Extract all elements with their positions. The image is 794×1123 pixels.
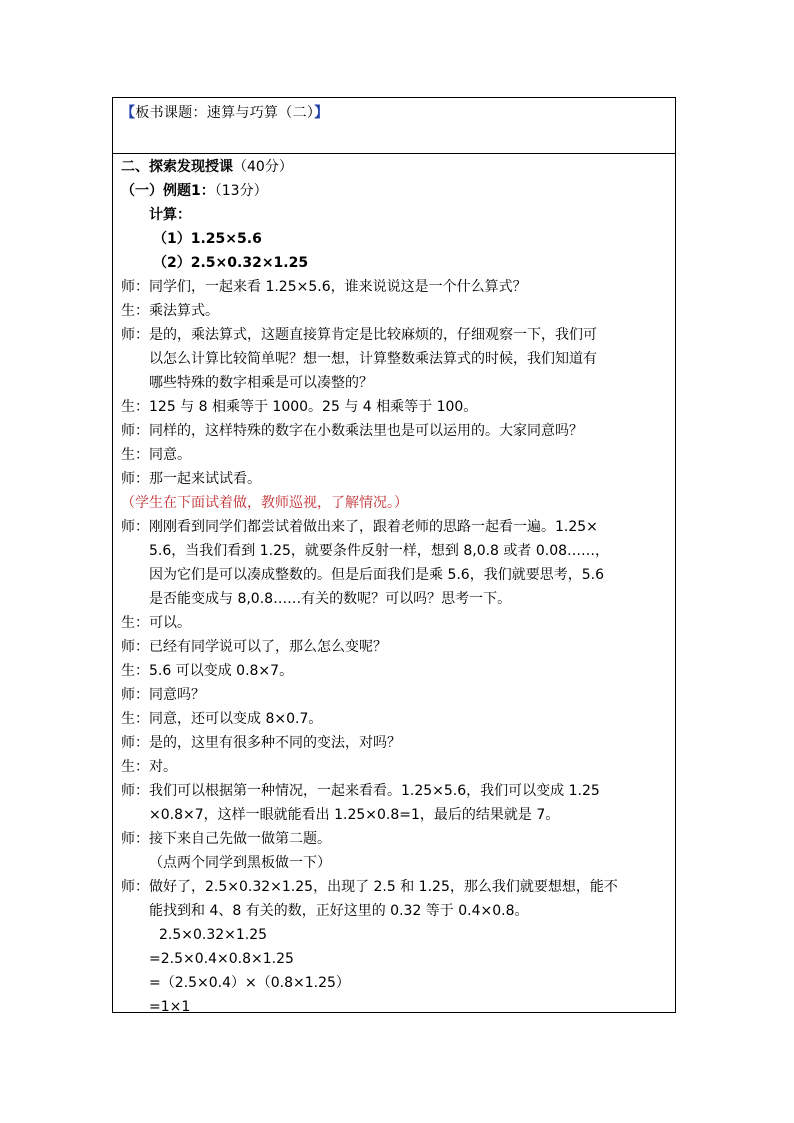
- dialogue-line: 生：同意，还可以变成 8×0.7。: [121, 711, 323, 727]
- dialogue-line: 生：乘法算式。: [121, 303, 219, 319]
- calc-step: =（2.5×0.4）×（0.8×1.25）: [149, 975, 350, 991]
- dialogue-line: 以怎么计算比较简单呢？想一想，计算整数乘法算式的时候，我们知道有: [149, 351, 597, 367]
- dialogue-line: 哪些特殊的数字相乘是可以凑整的？: [149, 375, 373, 391]
- example-heading: [121, 182, 268, 200]
- board-title: [121, 102, 329, 122]
- example-heading-time: （13分）: [214, 183, 268, 199]
- dialogue-line: 生：可以。: [121, 615, 191, 631]
- calc-step: =2.5×0.4×0.8×1.25: [149, 951, 294, 967]
- dialogue-line: 师：做好了，2.5×0.32×1.25，出现了 2.5 和 1.25，那么我们就要想想，能不: [121, 879, 618, 895]
- section-heading: [121, 158, 293, 176]
- dialogue-line: 能找到和 4、8 有关的数，正好这里的 0.32 等于 0.4×0.8。: [149, 903, 529, 919]
- dialogue-line: 师：接下来自己先做一做第二题。: [121, 831, 331, 847]
- problem-2: （2）2.5×0.32×1.25: [153, 255, 309, 271]
- content-row: [113, 154, 675, 1014]
- section-heading-time: （40分）: [233, 159, 293, 175]
- dialogue-line: 师：同学们，一起来看 1.25×5.6，谁来说说这是一个什么算式？: [121, 279, 527, 295]
- stage-direction: （点两个同学到黑板做一下）: [149, 855, 331, 871]
- dialogue-line: 5.6，当我们看到 1.25，就要条件反射一样，想到 8,0.8 或者 0.08……，: [149, 543, 610, 559]
- open-bracket: 【: [121, 105, 136, 121]
- board-title-text: 板书课题：速算与巧算（二）: [135, 105, 315, 121]
- calc-label: 计算：: [149, 207, 191, 223]
- dialogue-line: 生：5.6 可以变成 0.8×7。: [121, 663, 294, 679]
- dialogue-line: 生：对。: [121, 759, 177, 775]
- dialogue-line: 是否能变成与 8,0.8……有关的数呢？可以吗？思考一下。: [149, 591, 512, 607]
- dialogue-line: 师：那一起来试试看。: [121, 471, 261, 487]
- dialogue-line: 师：同意吗？: [121, 687, 205, 703]
- dialogue-line: 生：同意。: [121, 447, 191, 463]
- problem-1: （1）1.25×5.6: [153, 231, 262, 247]
- dialogue-line: ×0.8×7，这样一眼就能看出 1.25×0.8=1，最后的结果就是 7。: [149, 807, 560, 823]
- dialogue-line: 师：是的，这里有很多种不同的变法，对吗？: [121, 735, 401, 751]
- dialogue-line: 师：同样的，这样特殊的数字在小数乘法里也是可以运用的。大家同意吗？: [121, 423, 583, 439]
- dialogue-line: 师：我们可以根据第一种情况，一起来看看。1.25×5.6，我们可以变成 1.25: [121, 783, 600, 799]
- close-bracket: 】: [314, 105, 329, 121]
- dialogue-line: 生：125 与 8 相乘等于 1000。25 与 4 相乘等于 100。: [121, 399, 478, 415]
- lesson-table: [112, 97, 676, 1013]
- stage-direction: （学生在下面试着做，教师巡视，了解情况。）: [121, 495, 408, 511]
- title-row: [113, 98, 675, 154]
- calc-step: 2.5×0.32×1.25: [159, 927, 268, 943]
- dialogue-line: 师：刚刚看到同学们都尝试着做出来了，跟着老师的思路一起看一遍。1.25×: [121, 519, 598, 535]
- dialogue-line: 师：已经有同学说可以了，那么怎么变呢？: [121, 639, 387, 655]
- example-heading-title: （一）例题1：: [121, 183, 215, 199]
- section-heading-title: 二、探索发现授课: [121, 159, 233, 175]
- dialogue-line: 师：是的，乘法算式，这题直接算肯定是比较麻烦的，仔细观察一下，我们可: [121, 327, 597, 343]
- dialogue-line: 因为它们是可以凑成整数的。但是后面我们是乘 5.6，我们就要思考，5.6: [149, 567, 604, 583]
- calc-step: =1×1: [149, 999, 191, 1015]
